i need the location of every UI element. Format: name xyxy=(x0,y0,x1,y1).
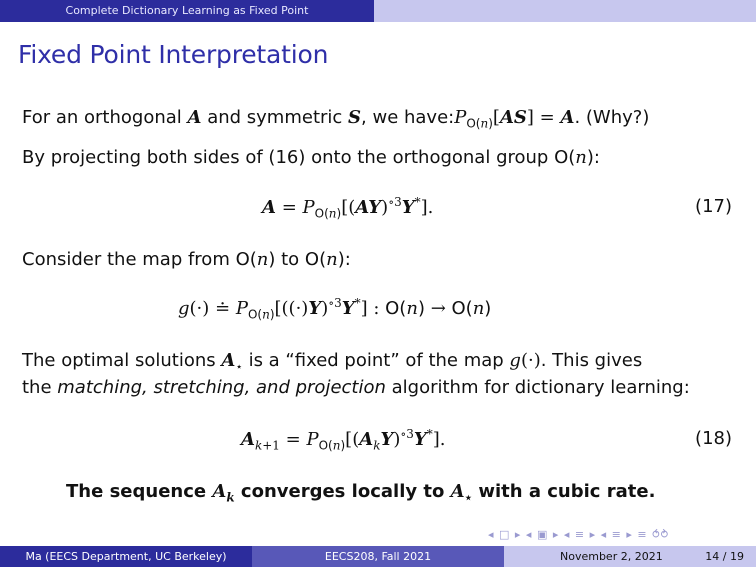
line-matching xyxy=(22,376,690,400)
footer-page: 14 / 19 xyxy=(705,550,744,563)
text-p1d: . (Why?) xyxy=(574,107,650,128)
text-p1c: , we have: xyxy=(361,107,455,128)
text-p2: By projecting both sides of (16) onto the orthogonal group O( xyxy=(22,147,576,168)
footer-author: Ma (EECS Department, UC Berkeley) xyxy=(0,546,252,567)
text-p5b: algorithm for dictionary learning: xyxy=(385,377,690,398)
text-p3c: ): xyxy=(337,249,351,270)
navigation-symbols[interactable]: ◂ □ ▸ ◂ ▣ ▸ ◂ ≡ ▸ ◂ ≡ ▸ ≡ ⥀⥁ xyxy=(488,528,670,541)
text-p4c: . This gives xyxy=(540,350,643,371)
line-orthogonal: For an orthogonal A and symmetric S, we $have:P_{O(n)}[AS] = A$. (Why?) xyxy=(22,107,650,131)
slide-title: Fixed Point Interpretation xyxy=(18,40,329,69)
text-p6c: with a cubic rate. xyxy=(472,481,656,502)
equation-17: $A = P_{O(n)}[(AY)^{\circ 3}Y^*]$. xyxy=(262,195,434,221)
text-p5em: matching, stretching, and projection xyxy=(57,377,386,398)
text-p1b: and symmetric xyxy=(201,107,349,128)
text-p5a: the xyxy=(22,377,58,398)
section-title[interactable]: Complete Dictionary Learning as Fixed Point xyxy=(0,0,374,22)
text-p6a: The sequence xyxy=(66,481,213,502)
equation-number-17: (17) xyxy=(695,196,732,217)
text-p3: Consider the map from O( xyxy=(22,249,257,270)
header-bar xyxy=(0,0,756,22)
footer-bar xyxy=(0,546,756,567)
text-p1a: For an orthogonal xyxy=(22,107,188,128)
text-p4a: The optimal solutions xyxy=(22,350,222,371)
equation-number-18: (18) xyxy=(695,428,732,449)
line-consider: Consider the map from O(n) to O(n): xyxy=(22,249,351,270)
line-optimal: The optimal solutions $A_⋆$ is a “fixed point” of the map g(·). This gives xyxy=(22,350,643,374)
text-p6b: converges locally to xyxy=(234,481,451,502)
equation-map: g(·) ≐ $P_{O(n)}[((\cdot)Y)^{\circ 3}Y^*]$ : O(n) → O(n) xyxy=(178,296,492,322)
line-projecting: By projecting both sides of (16) onto the orthogonal group O(n): xyxy=(22,147,600,168)
text-p4b: is a “fixed point” of the map xyxy=(242,350,510,371)
footer-date: November 2, 2021 xyxy=(560,550,663,563)
line-conclusion: The sequence $A_k$ converges locally to $A_⋆$ with a cubic rate. xyxy=(66,481,656,505)
footer-course: EECS208, Fall 2021 xyxy=(252,546,504,567)
text-p3b: ) to O( xyxy=(268,249,327,270)
text-p2b: ): xyxy=(586,147,600,168)
footer-date-page xyxy=(504,546,756,567)
equation-18: $A_{k+1} = P_{O(n)}[(A_kY)^{\circ 3}Y^*]$. xyxy=(241,427,446,453)
